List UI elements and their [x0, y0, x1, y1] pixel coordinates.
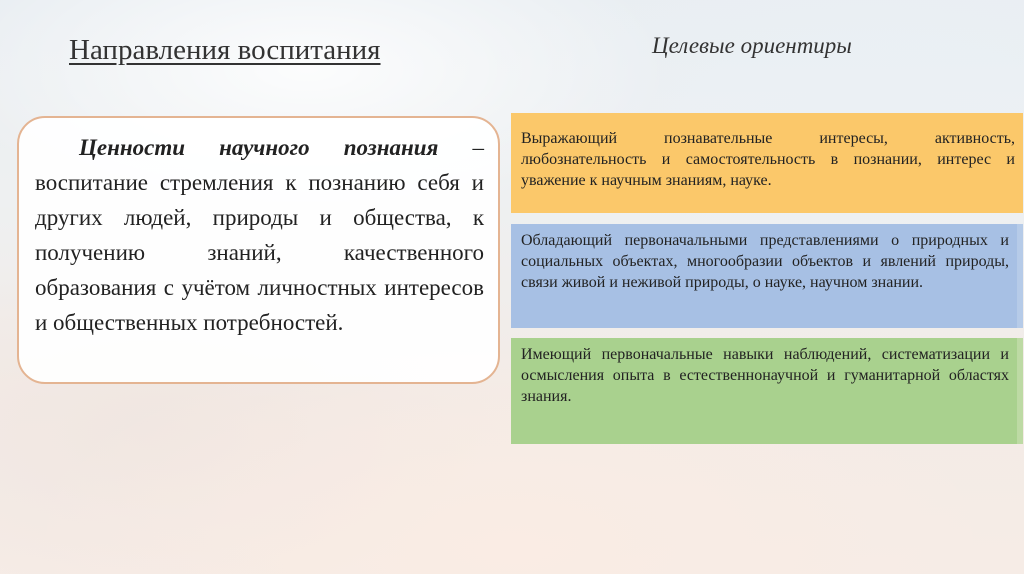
value-card [17, 116, 500, 384]
target-text-skills: Имеющий первоначальные навыки наблюдений, систематизации и осмысления опыта в естественнонаучной и гуманитарной областях знания. [521, 346, 1009, 405]
value-body: воспитание стремления к познанию себя и других людей, природы и общества, к получению знаний, качественного образования с учётом личностных интересов и общественных потребностей. [35, 170, 484, 335]
directions-heading: Направления воспитания [69, 34, 381, 66]
value-text [35, 130, 484, 340]
value-dash: – [438, 135, 484, 160]
target-item-interests [511, 113, 1023, 213]
target-text-interests: Выражающий познавательные интересы, активность, любознательность и самостоятельность в познании, интерес и уважение к научным знаниям, науке. [521, 130, 1015, 189]
targets-heading: Целевые ориентиры [652, 33, 852, 58]
target-text-knowledge: Обладающий первоначальными представлениями о природных и социальных объектах, многообразии объектов и явлений природы, связи живой и неживой природы, о науке, научном знании. [521, 232, 1009, 291]
target-item-knowledge [511, 224, 1023, 328]
target-item-skills [511, 338, 1023, 444]
value-title: Ценности научного познания [79, 135, 439, 160]
